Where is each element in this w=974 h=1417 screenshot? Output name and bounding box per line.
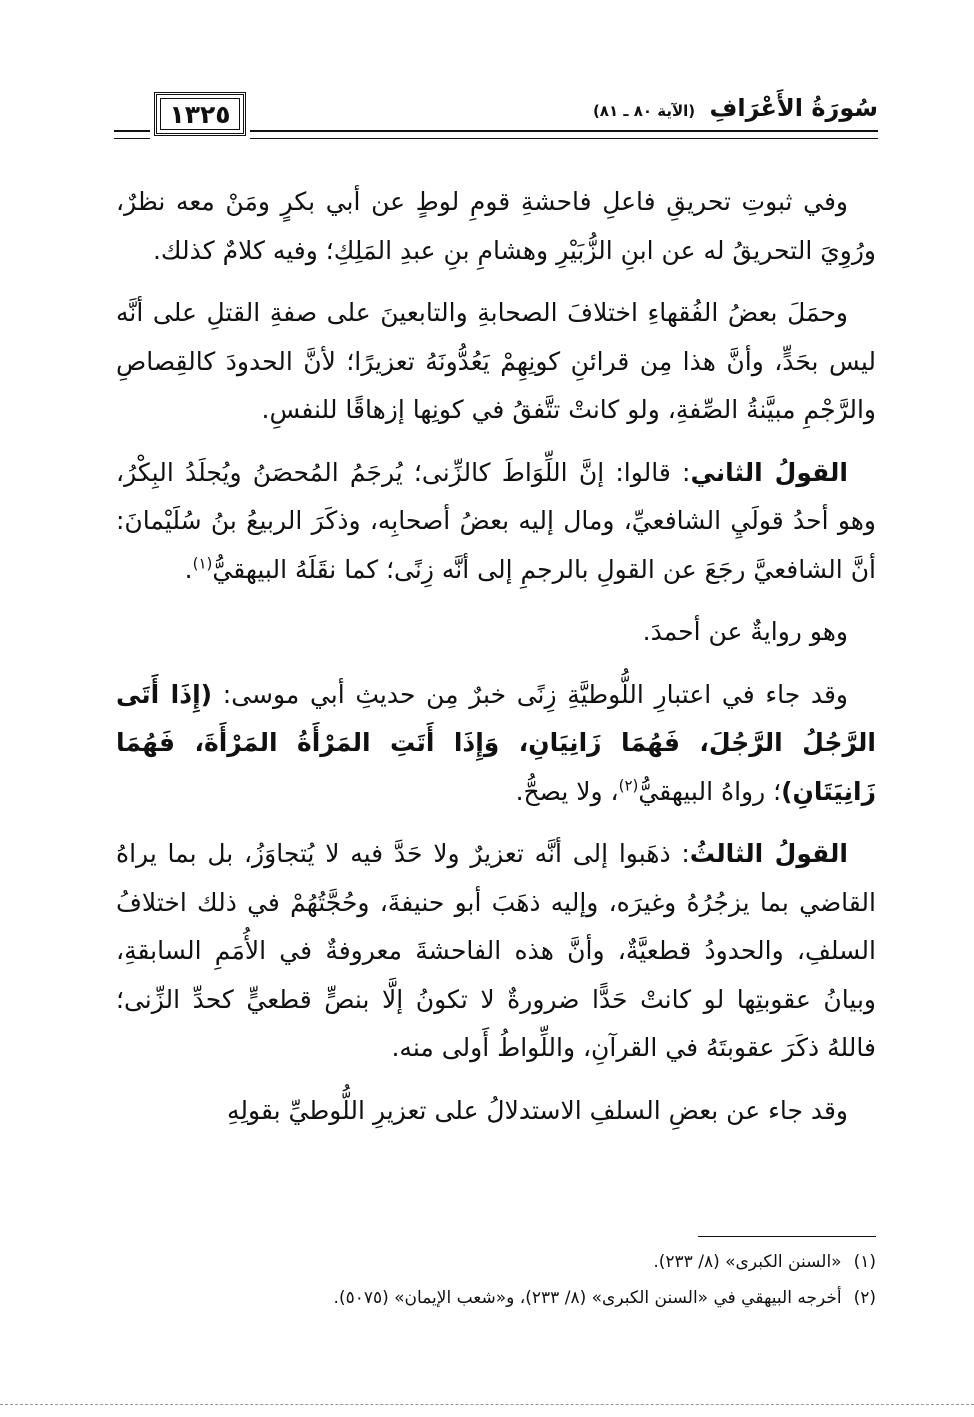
paragraph-tail: . <box>184 554 193 584</box>
paragraph-7 <box>116 1087 876 1136</box>
footnote-1 <box>116 1244 876 1280</box>
footnote-number: (١) <box>853 1252 876 1272</box>
paragraph-4 <box>116 608 876 657</box>
page-number-frame <box>154 92 246 136</box>
paragraph-text: وقد جاء عن بعضِ السلفِ الاستدلالُ على تعزيرِ اللُّوطيِّ بقولِهِ <box>227 1095 848 1125</box>
section-lead-third-opinion: القولُ الثالثُ <box>689 839 848 868</box>
footnote-ref-1[interactable]: (١) <box>192 554 213 573</box>
footnote-text: أخرجه البيهقي في «السنن الكبرى» (٨/ ٢٣٣)، و«شعب الإيمان» (٥٠٧٥). <box>333 1288 842 1308</box>
footnote-text: «السنن الكبرى» (٨/ ٢٣٣). <box>653 1252 842 1272</box>
footnote-separator <box>698 1236 876 1237</box>
paragraph-2 <box>116 289 876 435</box>
scan-bottom-edge <box>0 1404 974 1405</box>
running-title <box>593 94 878 122</box>
paragraph-1 <box>116 178 876 275</box>
section-lead-second-opinion: القولُ الثاني <box>690 457 848 487</box>
ayah-reference: (الآية ٨٠ ـ ٨١) <box>592 102 696 120</box>
footnotes <box>116 1244 876 1316</box>
footnote-ref-2[interactable]: (٢) <box>618 776 639 795</box>
paragraph-text: : قالوا: إنَّ اللِّوَاطَ كالزِّنى؛ يُرجَمُ المُحصَنُ ويُجلَدُ البِكْرُ، وهو أحدُ قولَيِ الشافعيِّ، ومال إليه بعضُ أصحابِه، وذكَرَ الربيعُ بنُ سُلَيْمانَ: أنَّ الشافعيَّ رجَعَ عن القولِ بالرجمِ إلى أنَّه زِنًى؛ كما نقَلَهُ البيهقيُّ <box>116 457 876 584</box>
paragraph-3 <box>116 449 876 595</box>
paragraph-tail: ، ولا يصحُّ. <box>515 776 619 806</box>
footnote-number: (٢) <box>853 1288 876 1308</box>
page-header <box>114 92 878 142</box>
paragraph-5 <box>116 671 876 817</box>
paragraph-text: : ذهَبوا إلى أنَّه تعزيرٌ ولا حَدَّ فيه لا يُتجاوَزُ، بل بما يراهُ القاضي بما يزجُرُهُ وغيرَه، وإليه ذهَبَ أبو حنيفةَ، وحُجَّتُهُمْ في ذلك اختلافُ السلفِ، والحدودُ قطعيَّةٌ، وأنَّ هذه الفاحشةَ معروفةٌ في الأُمَمِ السابقةِ، وبيانُ عقوبتِها لو كانتْ حَدًّا ضرورةٌ لا تكونُ إلَّا بنصٍّ قطعيٍّ كحدِّ الزِّنى؛ فاللهُ ذكَرَ عقوبتَهُ في القرآنِ، واللِّواطُ أَولى منه. <box>116 839 876 1062</box>
header-rule-left <box>114 130 150 139</box>
paragraph-text: وهو روايةٌ عن أحمدَ. <box>642 617 848 646</box>
paragraph-text: وقد جاء في اعتبارِ اللُّوطيَّةِ زِنًى خبرٌ مِن حديثِ أبي موسى: <box>212 679 848 709</box>
hadith-quote: (إِذَا أَتَى الرَّجُلُ الرَّجُلَ، فَهُمَا زَانِيَانِ، وَإِذَا أَتَتِ المَرْأَةُ المَرْأَةَ، فَهُمَا زَانِيَتَانِ) <box>116 679 876 806</box>
header-rule-right <box>250 130 878 139</box>
main-text <box>116 178 876 1149</box>
paragraph-text-after: ؛ رواهُ البيهقيُّ <box>638 776 782 806</box>
page-number: ١٣٢٥ <box>169 99 231 129</box>
footnote-2 <box>116 1280 876 1316</box>
paragraph-text: وفي ثبوتِ تحريقِ فاعلِ فاحشةِ قومِ لوطٍ عن أبي بكرٍ ومَنْ معه نظرٌ، ورُوِيَ التحريقُ له عن ابنِ الزُّبَيْرِ وهشامِ بنِ عبدِ المَلِكِ؛ وفيه كلامٌ كذلك. <box>116 187 876 265</box>
surah-title: سُورَةُ الأَعْرَافِ <box>709 94 878 122</box>
paragraph-6 <box>116 830 876 1073</box>
paragraph-text: وحمَلَ بعضُ الفُقهاءِ اختلافَ الصحابةِ والتابعينَ على صفةِ القتلِ على أنَّه ليس بحَدٍّ، وأنَّ هذا مِن قرائنِ كونِهِمْ يَعُدُّونَهُ تعزيرًا؛ لأنَّ الحدودَ كالقِصاصِ والرَّجْمِ مبيَّنةُ الصِّفةِ، ولو كانتْ تتَّفقُ في كونِها إزهاقًا للنفسِ. <box>116 298 876 424</box>
